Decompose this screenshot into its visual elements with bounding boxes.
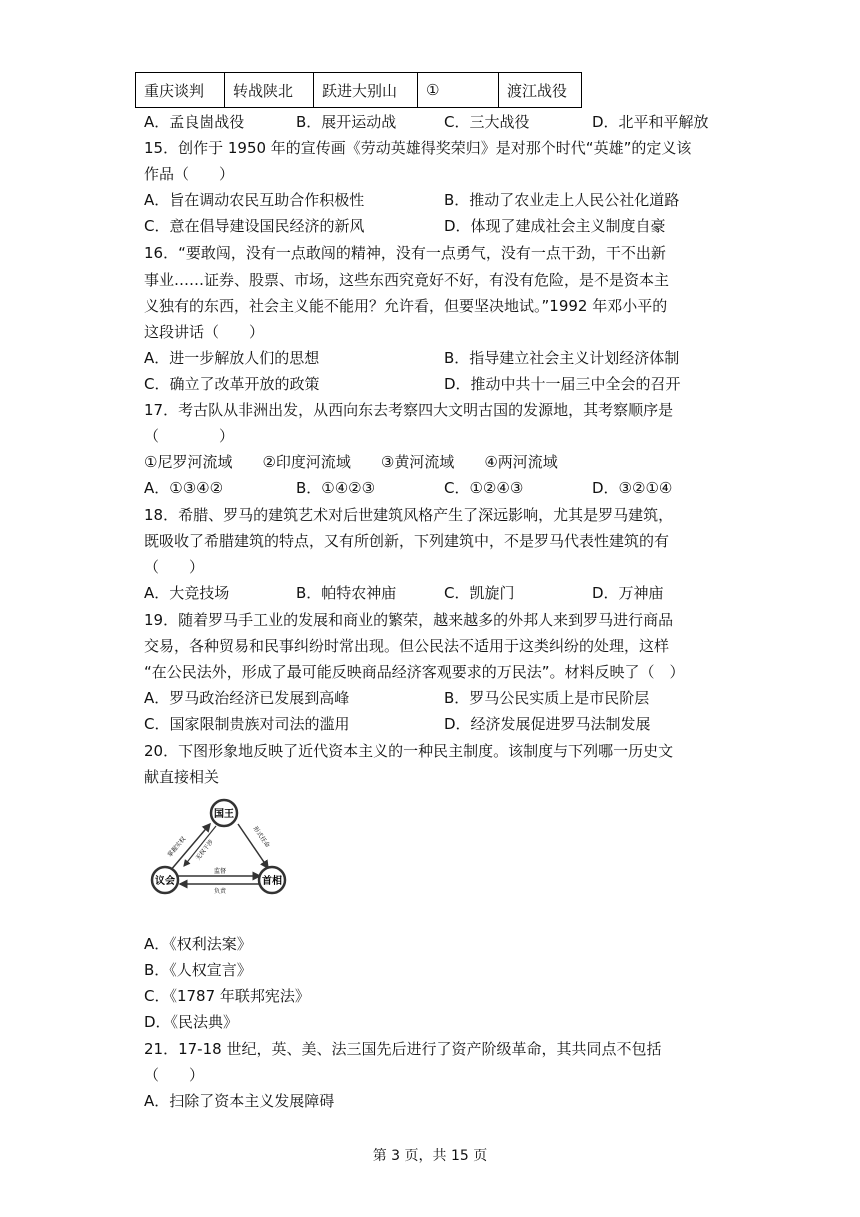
- table-row: [136, 73, 582, 108]
- no-interference-label: 无权干涉: [194, 838, 215, 862]
- question-text: 15．创作于 1950 年的宣传画《劳动英雄得奖荣归》是对那个时代“英雄”的定义该: [144, 139, 692, 157]
- question-text: 献直接相关: [144, 768, 220, 786]
- table-cell: 渡江战役: [499, 73, 582, 108]
- q15-option-b: B．推动了农业走上人民公社化道路: [444, 191, 680, 209]
- q15-option-d: D．体现了建成社会主义制度自豪: [444, 217, 666, 235]
- formal-appointment-label: 形式任命: [251, 825, 271, 850]
- q17-option-c: C．①②④③: [444, 479, 524, 497]
- question-text: 18．希腊、罗马的建筑艺术对后世建筑风格产生了深远影响，尤其是罗马建筑，: [144, 506, 674, 524]
- question-text: 20．下图形象地反映了近代资本主义的一种民主制度。该制度与下列哪一历史文: [144, 742, 674, 760]
- q20-option-c: C．《1787 年联邦宪法》: [144, 987, 310, 1005]
- q17-option-a: A．①③④②: [144, 479, 224, 497]
- question-text: （ ）: [144, 427, 235, 445]
- page-footer: 第 3 页，共 15 页: [372, 1148, 488, 1164]
- table-cell: 重庆谈判: [136, 73, 225, 108]
- q19-option-c: C．国家限制贵族对司法的滥用: [144, 715, 350, 733]
- pm-label: 首相: [262, 876, 282, 887]
- hold-power-label: 掌握实权: [166, 835, 188, 859]
- q15-option-c: C．意在倡导建设国民经济的新风: [144, 217, 365, 235]
- question-text: 交易，各种贸易和民事纠纷时常出现。但公民法不适用于这类纠纷的处理，这样: [144, 637, 670, 655]
- q20-option-a: A．《权利法案》: [144, 935, 252, 953]
- q17-option-b: B．①④②③: [296, 479, 376, 497]
- q18-option-d: D．万神庙: [592, 584, 664, 602]
- q14-option-a: A．孟良崮战役: [144, 113, 245, 131]
- question-text: 16．“要敢闯，没有一点敢闯的精神，没有一点勇气，没有一点干劲，干不出新: [144, 244, 666, 262]
- constitutional-monarchy-diagram: [148, 796, 298, 896]
- question-text: 19．随着罗马手工业的发展和商业的繁荣，越来越多的外邦人来到罗马进行商品: [144, 611, 674, 629]
- q20-option-b: B．《人权宣言》: [144, 961, 252, 979]
- q14-option-d: D．北平和平解放: [592, 113, 709, 131]
- responsible-label: 负责: [213, 888, 227, 895]
- q14-option-b: B．展开运动战: [296, 113, 397, 131]
- q17-option-d: D．③②①④: [592, 479, 673, 497]
- question-text: 21．17-18 世纪，英、美、法三国先后进行了资产阶级革命，其共同点不包括: [144, 1040, 662, 1058]
- q19-option-b: B．罗马公民实质上是市民阶层: [444, 689, 650, 707]
- q19-option-d: D．经济发展促进罗马法制发展: [444, 715, 651, 733]
- q16-option-a: A．进一步解放人们的思想: [144, 349, 320, 367]
- q14-option-c: C．三大战役: [444, 113, 530, 131]
- q21-option-a: A．扫除了资本主义发展障碍: [144, 1092, 335, 1110]
- q16-option-d: D．推动中共十一届三中全会的召开: [444, 375, 681, 393]
- table-cell: 跃进大别山: [314, 73, 418, 108]
- q19-option-a: A．罗马政治经济已发展到高峰: [144, 689, 350, 707]
- question-text: （ ）: [144, 1066, 205, 1084]
- supervise-label: 监督: [213, 868, 227, 875]
- q16-option-c: C．确立了改革开放的政策: [144, 375, 320, 393]
- question-text: （ ）: [144, 558, 205, 576]
- question-text: ①尼罗河流域 ②印度河流域 ③黄河流域 ④两河流域: [144, 453, 558, 471]
- table-cell: 转战陕北: [225, 73, 314, 108]
- q16-option-b: B．指导建立社会主义计划经济体制: [444, 349, 680, 367]
- events-table: [135, 72, 582, 108]
- question-text: “在公民法外，形成了最可能反映商品经济客观要求的万民法”。材料反映了（ ）: [144, 663, 685, 681]
- question-text: 作品（ ）: [144, 165, 235, 183]
- q15-option-a: A．旨在调动农民互助合作积极性: [144, 191, 365, 209]
- q18-option-c: C．凯旋门: [444, 584, 515, 602]
- question-text: 义独有的东西，社会主义能不能用？允许看，但要坚决地试。”1992 年邓小平的: [144, 297, 668, 315]
- question-text: 事业……证券、股票、市场，这些东西究竟好不好，有没有危险，是不是资本主: [144, 271, 670, 289]
- question-text: 这段讲话（ ）: [144, 323, 265, 341]
- parliament-label: 议会: [155, 876, 175, 887]
- q18-option-b: B．帕特农神庙: [296, 584, 397, 602]
- question-text: 既吸收了希腊建筑的特点，又有所创新，下列建筑中，不是罗马代表性建筑的有: [144, 532, 670, 550]
- table-cell: ①: [418, 73, 499, 108]
- question-text: 17．考古队从非洲出发，从西向东去考察四大文明古国的发源地，其考察顺序是: [144, 401, 674, 419]
- q18-option-a: A．大竞技场: [144, 584, 230, 602]
- q20-option-d: D．《民法典》: [144, 1013, 239, 1031]
- king-label: 国王: [214, 809, 234, 820]
